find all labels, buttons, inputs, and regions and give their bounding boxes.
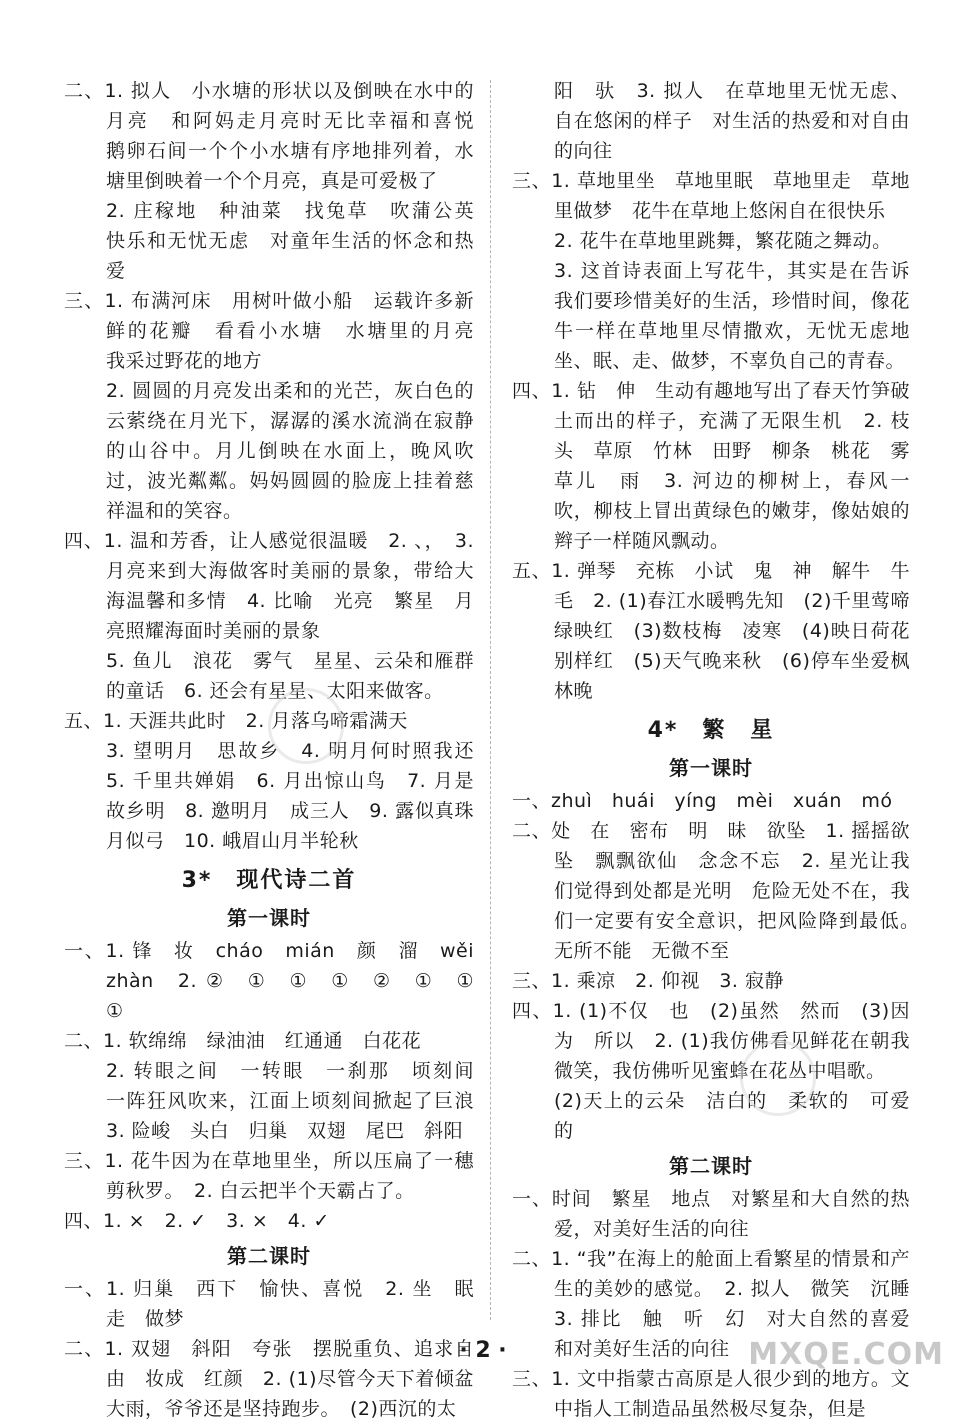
answer-paragraph: 三、1. 草地里坐 草地里眠 草地里走 草地里做梦 花牛在草地上悠闲自在很快乐	[512, 170, 910, 222]
section-title: 4* 繁 星	[647, 718, 775, 743]
lesson-heading: 第一课时	[227, 906, 311, 930]
answer-paragraph: 四、1. 温和芳香，让人感觉很温暖 2. 、， 3. 月亮来到大海做客时美丽的景象，带给大海温馨和多情 4. 比喻 光亮 繁星 月亮照耀海面时美丽的景象	[64, 530, 474, 642]
answer-paragraph: 二、处 在 密布 明 昧 欲坠 1. 摇摇欲坠 飘飘欲仙 念念不忘 2. 星光让我们觉得到处都是光明 危险无处不在，我们一定要有安全意识，把风险降到最低。 无所不能 无微不至	[512, 820, 930, 962]
answer-paragraph: 五、1. 天涯共此时 2. 月落乌啼霜满天	[64, 710, 408, 732]
lesson-heading: 第二课时	[669, 1154, 753, 1178]
answer-paragraph: 三、1. 文中指蒙古高原是人很少到的地方。文中指人工制造品虽然极尽复杂，但是	[512, 1368, 910, 1420]
watermark-stamp-icon	[268, 688, 344, 764]
answer-paragraph: 二、1. 软绵绵 绿油油 红通通 白花花	[64, 1030, 422, 1052]
answer-paragraph: 三、1. 花牛因为在草地里坐，所以压扁了一穗剪秋罗。 2. 白云把半个天霸占了。	[64, 1150, 474, 1202]
answer-paragraph: 2. 圆圆的月亮发出柔和的光芒，灰白色的云萦绕在月光下，潺潺的溪水流淌在寂静的山谷中。月儿倒映在水面上，晚风吹过，波光粼粼。妈妈圆圆的脸庞上挂着慈祥温和的笑容。	[106, 380, 474, 522]
answer-paragraph: 三、1. 布满河床 用树叶做小船 运载许多新鲜的花瓣 看看小水塘 水塘里的月亮 我采过野花的地方	[64, 290, 494, 372]
answer-paragraph: 一、时间 繁星 地点 对繁星和大自然的热爱，对美好生活的向往	[512, 1188, 910, 1240]
answer-paragraph: 二、1. “我”在海上的舱面上看繁星的情景和产生的美妙的感觉。 2. 拟人 微笑 沉睡 3. 排比 触 听 幻 对大自然的喜爱和对美好生活的向往	[512, 1248, 930, 1360]
right-column	[512, 76, 930, 1424]
column-divider	[490, 80, 491, 1320]
answer-paragraph: 3. 这首诗表面上写花牛，其实是在告诉我们要珍惜美好的生活，珍惜时间，像花牛一样在草地里尽情撒欢，无忧无虑地坐、眠、走、做梦，不辜负自己的青春。	[554, 260, 910, 372]
watermark-logo: MXQE.COM	[748, 1337, 944, 1372]
answer-paragraph: 二、1. 拟人 小水塘的形状以及倒映在水中的月亮 和阿妈走月亮时无比幸福和喜悦 鹅卵石间一个个小水塘有序地排列着，水塘里倒映着一个个月亮，真是可爱极了	[64, 80, 494, 192]
answer-paragraph: 一、1. 归巢 西下 愉快、喜悦 2. 坐 眠 走 做梦	[64, 1278, 494, 1330]
answer-paragraph: (2)天上的云朵 洁白的 柔软的 可爱的	[554, 1090, 910, 1142]
answer-paragraph: 五、1. 弹琴 充栋 小试 鬼 神 解牛 牛 毛 2. (1)春江水暖鸭先知 (2)千里莺啼绿映红 (3)数枝梅 凌寒 (4)映日荷花别样红 (5)天气晚来秋 (6)停车坐爱枫林晚	[512, 560, 930, 702]
answer-paragraph: 2. 转眼之间 一转眼 一刹那 顷刻间 一阵狂风吹来，江面上顷刻间掀起了巨浪 3. 险峻 头白 归巢 双翅 尾巴 斜阳	[106, 1060, 494, 1142]
watermark-stamp-icon	[740, 1040, 816, 1116]
answer-paragraph: 一、zhuì huái yíng mèi xuán mó	[512, 790, 893, 812]
page-number: · 2 ·	[459, 1338, 507, 1363]
answer-paragraph: 3. 望明月 思故乡 4. 明月何时照我还 5. 千里共婵娟 6. 月出惊山鸟 7. 月是故乡明 8. 邀明月 成三人 9. 露似真珠月似弓 10. 峨眉山月半轮秋	[106, 740, 494, 852]
section-title: 3* 现代诗二首	[181, 868, 357, 893]
answer-paragraph: 二、1. 双翅 斜阳 夸张 摆脱重负、追求自由 妆成 红颜 2. (1)尽管今天下着倾盆大雨，爷爷还是坚持跑步。 (2)西沉的太	[64, 1338, 474, 1420]
answer-paragraph: 5. 鱼儿 浪花 雾气 星星、云朵和雁群的童话 6. 还会有星星、太阳来做客。	[106, 650, 474, 702]
answer-paragraph: 四、1. (1)不仅 也 (2)虽然 然而 (3)因为 所以 2. (1)我仿佛看见鲜花在朝我微笑，我仿佛听见蜜蜂在花丛中唱歌。	[512, 1000, 910, 1082]
answer-paragraph: 阳 驮 3. 拟人 在草地里无忧无虑、自在悠闲的样子 对生活的热爱和对自由的向往	[554, 80, 910, 162]
lesson-heading: 第一课时	[669, 756, 753, 780]
answer-paragraph: 2. 庄稼地 种油菜 找兔草 吹蒲公英 快乐和无忧无虑 对童年生活的怀念和热爱	[106, 200, 494, 282]
answer-paragraph: 三、1. 乘凉 2. 仰视 3. 寂静	[512, 970, 785, 992]
answer-paragraph: 一、1. 锋 妆 cháo mián 颜 溜 wěi zhàn 2. ② ① ① ① ② ① ① ①	[64, 940, 494, 1022]
left-column	[64, 76, 494, 1424]
lesson-heading: 第二课时	[227, 1244, 311, 1268]
answer-paragraph: 四、1. 钻 伸 生动有趣地写出了春天竹笋破土而出的样子，充满了无限生机 2. 枝头 草原 竹林 田野 柳条 桃花 雾 草儿 雨 3. 河边的柳树上，春风一吹，柳枝上冒出黄绿色的嫩芽，像姑娘的辫子一样随风飘动。	[512, 380, 930, 552]
answer-paragraph: 2. 花牛在草地里跳舞，繁花随之舞动。	[554, 230, 892, 252]
answer-paragraph: 四、1. × 2. ✓ 3. × 4. ✓	[64, 1210, 330, 1232]
